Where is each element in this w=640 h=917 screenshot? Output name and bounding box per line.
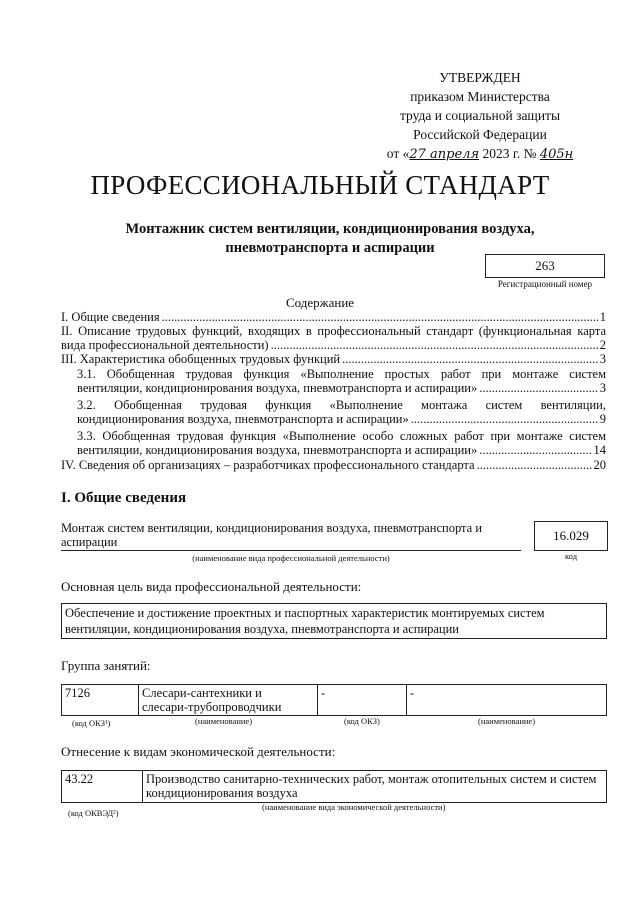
activity-name-line-2: аспирации bbox=[61, 535, 118, 549]
econ-name-cell bbox=[143, 771, 607, 803]
document-title: ПРОФЕССИОНАЛЬНЫЙ СТАНДАРТ bbox=[90, 170, 550, 200]
econ-activity-label: Отнесение к видам экономической деятельности: bbox=[61, 744, 336, 759]
occupation-code-caption: (код ОКЗ) bbox=[344, 716, 380, 726]
toc-page: 3 bbox=[599, 352, 606, 366]
goal-label: Основная цель вида профессиональной деятельности: bbox=[61, 579, 362, 594]
toc-item[interactable] bbox=[77, 367, 606, 395]
registration-number-box: 263 bbox=[485, 254, 605, 278]
toc-page: 2 bbox=[599, 338, 606, 352]
approval-date-line bbox=[360, 144, 600, 164]
econ-activity-table bbox=[61, 770, 607, 803]
occupations-table bbox=[61, 684, 607, 716]
activity-name-line-1: Монтаж систем вентиляции, кондиционирования воздуха, пневмотранспорта и bbox=[61, 521, 483, 535]
toc-item-text: I. Общие сведения bbox=[61, 310, 160, 324]
goal-line-1: Обеспечение и достижение проектных и паспортных характеристик монтируемых систем bbox=[65, 606, 545, 620]
activity-underline bbox=[61, 550, 521, 551]
toc-item-text: кондиционирования воздуха, пневмотранспорта и аспирации» bbox=[77, 412, 409, 426]
occupation-name-caption: (наименование) bbox=[195, 716, 253, 726]
econ-name-line-2: кондиционирования воздуха bbox=[146, 786, 298, 800]
toc-leader bbox=[411, 412, 598, 426]
toc-item-text: вентиляции, кондиционирования воздуха, пневмотранспорта и аспирации» bbox=[77, 443, 478, 457]
approval-line-3: Российской Федерации bbox=[413, 127, 547, 142]
toc-page: 14 bbox=[593, 443, 606, 457]
table-row bbox=[62, 771, 607, 803]
toc-page: 9 bbox=[599, 412, 606, 426]
toc-heading: Содержание bbox=[285, 295, 355, 310]
handwritten-date: 27 апреля bbox=[409, 147, 480, 162]
handwritten-number: 405н bbox=[539, 147, 574, 162]
toc-item[interactable] bbox=[61, 310, 606, 324]
occupation-name-cell: - bbox=[407, 685, 607, 716]
toc-leader bbox=[162, 310, 598, 324]
toc-leader bbox=[477, 458, 592, 472]
approval-line-2: труда и социальной защиты bbox=[399, 108, 561, 123]
toc-item[interactable] bbox=[77, 398, 606, 426]
table-row bbox=[62, 685, 607, 716]
occupation-code-caption: (код ОКЗ¹) bbox=[72, 718, 111, 728]
approval-block bbox=[360, 68, 600, 164]
occupation-name-line-1: Слесари-сантехники и bbox=[142, 686, 262, 700]
approval-line-1: приказом Министерства bbox=[410, 89, 550, 104]
occupation-code-cell: - bbox=[318, 685, 407, 716]
date-year: 2023 г. № bbox=[482, 146, 537, 161]
approval-heading: УТВЕРЖДЕН bbox=[439, 70, 521, 85]
goal-box bbox=[61, 603, 607, 639]
econ-code-cell: 43.22 bbox=[62, 771, 143, 803]
toc-item-text: вида профессиональной деятельности) bbox=[61, 338, 269, 352]
toc-leader bbox=[479, 443, 591, 457]
toc-item[interactable] bbox=[61, 324, 606, 352]
section-heading: I. Общие сведения bbox=[61, 490, 187, 506]
activity-code-caption: код bbox=[564, 551, 578, 561]
date-prefix: от « bbox=[386, 146, 410, 161]
toc-item-text: 3.2. Обобщенная трудовая функция «Выполнение монтажа систем вентиляции, bbox=[77, 398, 606, 412]
subtitle-line-2: пневмотранспорта и аспирации bbox=[225, 240, 435, 256]
document-subtitle bbox=[60, 220, 600, 258]
toc-item[interactable] bbox=[61, 352, 606, 366]
toc-item-text: IV. Сведения об организациях – разработчиках профессионального стандарта bbox=[61, 458, 475, 472]
occupations-label: Группа занятий: bbox=[61, 658, 151, 673]
toc-leader bbox=[342, 352, 598, 366]
econ-name-line-1: Производство санитарно-технических работ, монтаж отопительных систем и систем bbox=[146, 772, 597, 786]
occupation-name-line-2: слесари-трубопроводчики bbox=[142, 700, 282, 714]
goal-line-2: вентиляции, кондиционирования воздуха, пневмотранспорта и аспирации bbox=[65, 622, 460, 636]
econ-name-caption: (наименование вида экономической деятельности) bbox=[262, 802, 446, 812]
activity-code-box: 16.029 bbox=[534, 521, 608, 551]
toc-item-text: 3.1. Обобщенная трудовая функция «Выполнение простых работ при монтаже систем bbox=[77, 367, 606, 381]
toc-leader bbox=[271, 338, 598, 352]
toc-page: 20 bbox=[593, 458, 606, 472]
toc-item-text: III. Характеристика обобщенных трудовых функций bbox=[61, 352, 341, 366]
toc-page: 1 bbox=[599, 310, 606, 324]
activity-caption: (наименование вида профессиональной деятельности) bbox=[192, 553, 390, 563]
occupation-name-cell bbox=[139, 685, 318, 716]
subtitle-line-1: Монтажник систем вентиляции, кондиционирования воздуха, bbox=[125, 221, 535, 237]
econ-code-caption: (код ОКВЭД²) bbox=[68, 808, 119, 818]
toc-page: 3 bbox=[599, 381, 606, 395]
registration-number-label: Регистрационный номер bbox=[497, 279, 593, 289]
occupation-code-cell: 7126 bbox=[62, 685, 139, 716]
toc-item[interactable] bbox=[61, 458, 606, 472]
toc-item-text: 3.3. Обобщенная трудовая функция «Выполнение особо сложных работ при монтаже систем bbox=[77, 429, 606, 443]
toc-item[interactable] bbox=[77, 429, 606, 457]
toc-item-text: II. Описание трудовых функций, входящих в профессиональный стандарт (функциональная карта bbox=[61, 324, 606, 338]
activity-name bbox=[61, 521, 511, 549]
toc-leader bbox=[479, 381, 597, 395]
occupation-name-caption: (наименование) bbox=[478, 716, 536, 726]
toc-item-text: вентиляции, кондиционирования воздуха, пневмотранспорта и аспирации» bbox=[77, 381, 478, 395]
